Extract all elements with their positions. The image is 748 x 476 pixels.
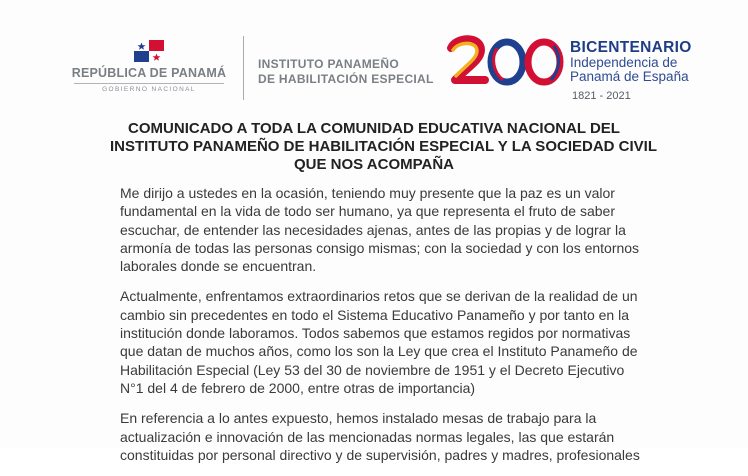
paragraph-line: actualización e innovación de las mencionadas normas legales, las que estarán — [120, 428, 615, 445]
paragraph — [120, 184, 640, 275]
paragraph-line: N°1 del 4 de febrero de 2000, entre otras de importancia) — [120, 379, 476, 396]
bicentennial-subtitle-line: Panamá de España — [570, 69, 689, 84]
institute-name — [258, 57, 434, 87]
paragraph-line: institución donde laboramos. Todos sabemos que estamos regidos por normativas — [120, 325, 631, 342]
institute-name-line: INSTITUTO PANAMEÑO — [258, 57, 399, 71]
letterhead — [0, 0, 748, 112]
paragraph-line: Habilitación Especial (Ley 53 del 30 de noviembre de 1951 y el Decreto Ejecutivo — [120, 361, 625, 378]
republic-logo-block — [66, 40, 232, 93]
paragraph-line: que datan de muchos años, como los son la Ley que crea el Instituto Panameño de — [120, 343, 638, 360]
panama-flag-icon — [134, 40, 164, 62]
government-label: GOBIERNO NACIONAL — [102, 86, 196, 93]
bicentennial-200-logo-icon — [447, 34, 567, 90]
republic-name: REPÚBLICA DE PANAMÁ — [71, 66, 227, 80]
bicentennial-title: BICENTENARIO — [570, 39, 692, 56]
paragraph-line: Actualmente, enfrentamos extraordinarios retos que se derivan de la realidad de un — [120, 288, 638, 305]
paragraph-line: laborales donde se encuentran. — [120, 258, 317, 275]
header-divider — [243, 36, 244, 100]
paragraph — [120, 409, 640, 464]
paragraph-line: escuchar, de entender las necesidades ajenas, antes de las propias y de lograr la — [120, 221, 626, 238]
paragraph-line: En referencia a lo antes expuesto, hemos instalado mesas de trabajo para la — [120, 410, 597, 427]
institute-name-line: DE HABILITACIÓN ESPECIAL — [258, 72, 434, 86]
bicentennial-text — [570, 39, 692, 102]
paragraph-line: armonía de todas las personas consigo mismas; con la sociedad y con los entornos — [120, 239, 640, 256]
title-line: COMUNICADO A TODA LA COMUNIDAD EDUCATIVA NACIONAL DEL — [128, 120, 620, 137]
paragraph-line: constituidas por personal directivo y de supervisión, padres y madres, profesionales — [120, 446, 640, 463]
bicentennial-years: 1821 - 2021 — [572, 90, 631, 102]
paragraph-line: cambio sin precedentes en todo el Sistema Educativo Panameño y por tanto en la — [120, 306, 629, 323]
document-title — [110, 120, 657, 174]
bicentennial-subtitle-line: Independencia de — [570, 55, 678, 70]
title-line: QUE NOS ACOMPAÑA — [293, 156, 454, 173]
paragraph-line: fundamental en la vida de todo ser humano, ya que representa el fruto de saber — [120, 203, 615, 220]
title-line: INSTITUTO PANAMEÑO DE HABILITACIÓN ESPECIAL Y LA SOCIEDAD CIVIL — [110, 138, 657, 155]
paragraph — [120, 287, 640, 397]
document-body — [120, 184, 640, 476]
paragraph-line: Me dirijo a ustedes en la ocasión, teniendo muy presente que la paz es un valor — [120, 185, 615, 201]
republic-underline — [74, 83, 224, 84]
